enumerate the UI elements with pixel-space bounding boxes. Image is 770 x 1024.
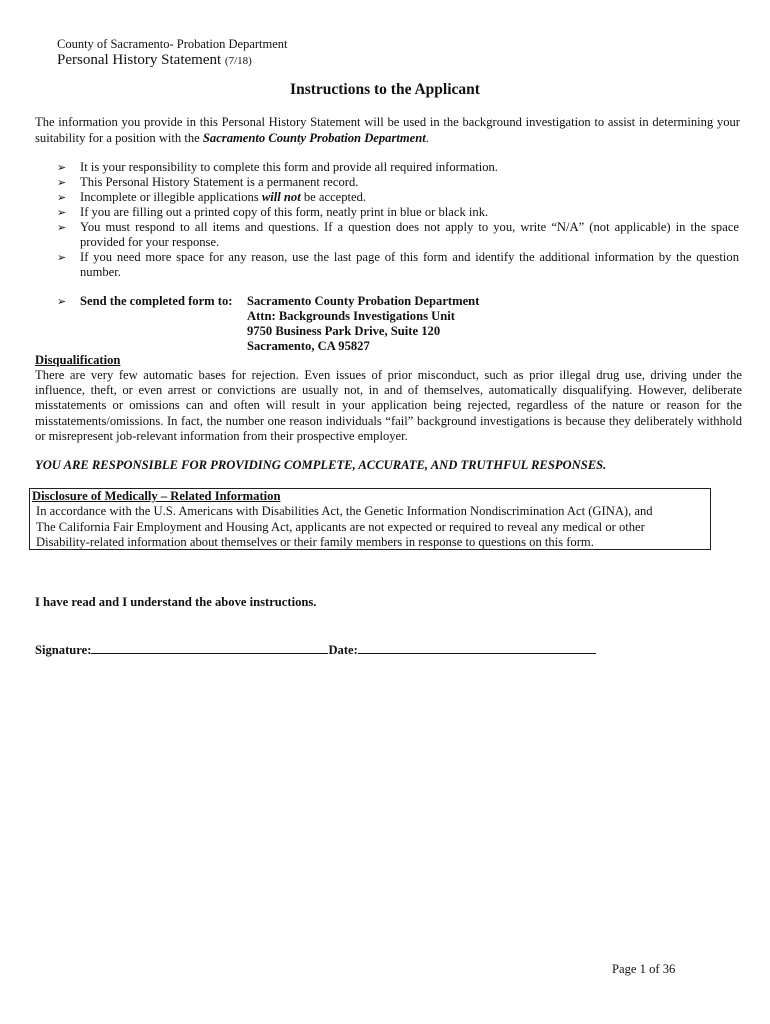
instruction-list	[57, 160, 739, 280]
acknowledgement-statement: I have read and I understand the above instructions.	[35, 595, 317, 609]
page-number: Page 1 of 36	[612, 962, 676, 976]
send-to-label: Send the completed form to:	[80, 294, 233, 308]
signature-label: Signature:	[35, 643, 92, 657]
intro-paragraph	[35, 115, 740, 146]
address-line: Sacramento, CA 95827	[247, 339, 370, 353]
intro-end: .	[425, 130, 429, 145]
instruction-item: ➢ This Personal History Statement is a permanent record.	[57, 175, 359, 189]
disqualification-heading: Disqualification	[35, 353, 121, 367]
date-field[interactable]	[358, 640, 596, 654]
arrow-bullet-icon: ➢	[57, 221, 67, 234]
address-line: Attn: Backgrounds Investigations Unit	[247, 309, 455, 323]
instruction-item: ➢ Incomplete or illegible applications will not be accepted.	[57, 190, 367, 204]
form-name	[57, 52, 252, 69]
signature-field[interactable]	[91, 640, 328, 654]
address-line: 9750 Business Park Drive, Suite 120	[247, 324, 441, 338]
arrow-bullet-icon: ➢	[57, 176, 67, 189]
form-version: (7/18)	[224, 55, 252, 67]
instruction-item: ➢ If you are filling out a printed copy of this form, neatly print in blue or black ink.	[57, 205, 489, 219]
instruction-item: ➢ You must respond to all items and questions. If a question does not apply to you, write “N/A” (not applicable) in the space provided for your response.	[57, 220, 739, 249]
arrow-bullet-icon: ➢	[57, 206, 67, 219]
form-title: Personal History Statement	[57, 52, 222, 68]
medical-disclosure-heading: Disclosure of Medically – Related Information	[32, 489, 281, 503]
page-title: Instructions to the Applicant	[290, 81, 480, 98]
medical-line: Disability-related information about themselves or their family members in response to questions on this form.	[36, 535, 594, 549]
medical-disclosure-box	[29, 488, 711, 550]
intro-department: Sacramento County Probation Department	[202, 130, 426, 145]
responsibility-statement: YOU ARE RESPONSIBLE FOR PROVIDING COMPLETE, ACCURATE, AND TRUTHFUL RESPONSES.	[35, 458, 607, 472]
mailing-address	[247, 294, 479, 354]
medical-line: In accordance with the U.S. Americans with Disabilities Act, the Genetic Information Nondiscrimination Act (GINA), and	[36, 504, 653, 518]
intro-text: The information you provide in this Personal History Statement will be used in the background investigation to assist in determining your suitability for a position with the	[35, 115, 740, 145]
arrow-bullet-icon: ➢	[57, 295, 67, 308]
arrow-bullet-icon: ➢	[57, 191, 67, 204]
disqualification-text: There are very few automatic bases for rejection. Even issues of prior misconduct, such as prior illegal drug use, driving under the influence, theft, or even arrest or convictions are usually not, in and of themselves, automatically disqualifying. However, deliberate misstatements or omissions can and often will result in your application being rejected, regardless of the nature or reason for the misstatements/omissions. In fact, the number one reason individuals “fail” background investigations is because they deliberately withhold or misrepresent job-relevant information from their prospective employer.	[35, 368, 742, 443]
arrow-bullet-icon: ➢	[57, 161, 67, 174]
address-line: Sacramento County Probation Department	[247, 294, 480, 308]
instruction-item: ➢ If you need more space for any reason, use the last page of this form and identify the additional information by the question number.	[57, 250, 739, 279]
arrow-bullet-icon: ➢	[57, 251, 67, 264]
medical-disclosure-text	[36, 504, 706, 551]
organization-name: County of Sacramento- Probation Department	[57, 37, 288, 51]
signature-row	[35, 640, 596, 658]
date-label: Date:	[328, 643, 358, 657]
instruction-item: ➢ It is your responsibility to complete this form and provide all required information.	[57, 160, 498, 174]
emphasis-will-not: will not	[261, 190, 301, 204]
medical-line: The California Fair Employment and Housing Act, applicants are not expected or required to reveal any medical or other	[36, 519, 645, 534]
